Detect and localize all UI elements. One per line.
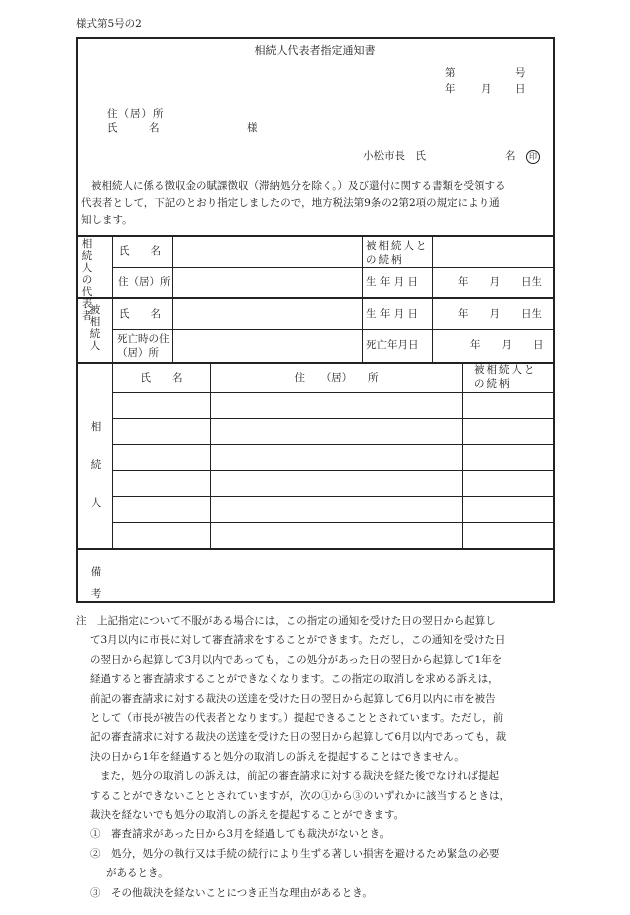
representative-group-label: 相続人の代表者 xyxy=(81,238,93,323)
heir-row-4[interactable] xyxy=(113,471,554,496)
heir-row-1[interactable] xyxy=(113,393,554,418)
addressee-address-label: 住（居）所 xyxy=(107,108,165,120)
note-line: 前記の審査請求に対する裁決の送達を受けた日の翌日から起算して6月以内に市を被告 xyxy=(90,692,496,705)
issuer-name-label: 名 xyxy=(505,150,516,162)
decedent-address-label: 死亡時の住（居）所 xyxy=(117,333,170,359)
date-month: 月 xyxy=(481,83,492,95)
note-item-1: ① 審査請求があった日から3月を経過しても裁決がないとき。 xyxy=(90,828,391,841)
note-line: 記の審査請求に対する裁決の送達を受けた日の翌日から起算して6月以内であっても，裁 xyxy=(90,731,507,744)
heir-row-3[interactable] xyxy=(113,445,554,470)
body-line-2: 代表者として，下記のとおり指定しましたので，地方税法第9条の2第2項の規定により通 xyxy=(81,197,500,209)
addressee-honorific: 様 xyxy=(247,122,258,134)
relation-label: 被相続人との続柄 xyxy=(366,240,429,266)
form-number: 様式第5号の2 xyxy=(76,18,142,30)
issuer-title: 小松市長 氏 xyxy=(363,150,426,162)
note-item-3: ③ その他裁決を経ないことにつき正当な理由があるとき。 xyxy=(90,886,373,899)
note-line: 注 上記指定について不服がある場合には，この指定の通知を受けた日の翌日から起算し xyxy=(76,615,496,627)
heir-row-2[interactable] xyxy=(113,419,554,444)
death-date-label: 死亡年月日 xyxy=(366,339,419,351)
heir-row-5[interactable] xyxy=(113,497,554,522)
note-line: として（市長が被告の代表者となります。）提起できることとされています。ただし，前 xyxy=(90,712,504,725)
addressee-name-label: 氏 名 xyxy=(107,122,160,134)
heir-row-6[interactable] xyxy=(113,523,554,548)
note-line: て3月以内に市長に対して審査請求をすることができます。ただし，この通知を受けた日 xyxy=(90,634,506,647)
decedent-name-label: 氏 名 xyxy=(119,308,161,320)
appeal-note xyxy=(76,612,558,903)
note-item-2-cont: があるとき。 xyxy=(106,867,169,880)
decedent-birth-label: 生 年 月 日 xyxy=(366,308,419,320)
doc-no-prefix: 第 xyxy=(445,67,456,79)
seal-mark: 印 xyxy=(526,150,540,164)
heirs-relation-header: 被相続人との続柄 xyxy=(474,364,537,390)
note-line: また，処分の取消しの訴えは，前記の審査請求に対する裁決を経た後でなければ提起 xyxy=(100,770,499,783)
representative-address-label: 住（居）所 xyxy=(118,276,171,288)
heirs-group-label: 相続人 xyxy=(90,421,102,509)
note-line: することができないこととされていますが，次の①から③のいずれかに該当するときは， xyxy=(90,789,510,802)
document-title: 相続人代表者指定通知書 xyxy=(254,44,376,57)
note-line: 裁決を経ないでも処分の取消しの訴えを提起することができます。 xyxy=(90,809,405,822)
note-line: 経過すると審査請求することができなくなります。この指定の取消しを求める訴えは， xyxy=(90,673,499,686)
decedent-group-label: 被相続人 xyxy=(89,304,101,353)
heirs-name-header: 氏 名 xyxy=(140,372,183,384)
death-date-value: 年 月 日 xyxy=(470,339,544,351)
note-line: 決の日から1年を経過すると処分の取消しの訴えを提起することはできません。 xyxy=(90,750,465,763)
body-line-1: 被相続人に係る徴収金の賦課徴収（滞納処分を除く。）及び還付に関する書類を受領する xyxy=(91,180,506,192)
representative-birth-label: 生 年 月 日 xyxy=(366,276,419,288)
heirs-address-header: 住 （居） 所 xyxy=(294,372,379,384)
representative-name-label: 氏 名 xyxy=(119,245,161,257)
decedent-birth-value: 年 月 日生 xyxy=(458,308,542,320)
representative-birth-value: 年 月 日生 xyxy=(458,276,542,288)
note-item-2: ② 処分，処分の執行又は手続の続行により生ずる著しい損害を避けるため緊急の必要 xyxy=(90,847,500,860)
remarks-label: 備考 xyxy=(90,566,102,600)
body-line-3: 知します。 xyxy=(81,214,133,226)
note-line: の翌日から起算して3月以内であっても，この処分があった日の翌日から起算して1年を xyxy=(90,653,503,666)
doc-no-suffix: 号 xyxy=(515,67,526,79)
date-day: 日 xyxy=(515,83,526,95)
date-year: 年 xyxy=(445,83,456,95)
